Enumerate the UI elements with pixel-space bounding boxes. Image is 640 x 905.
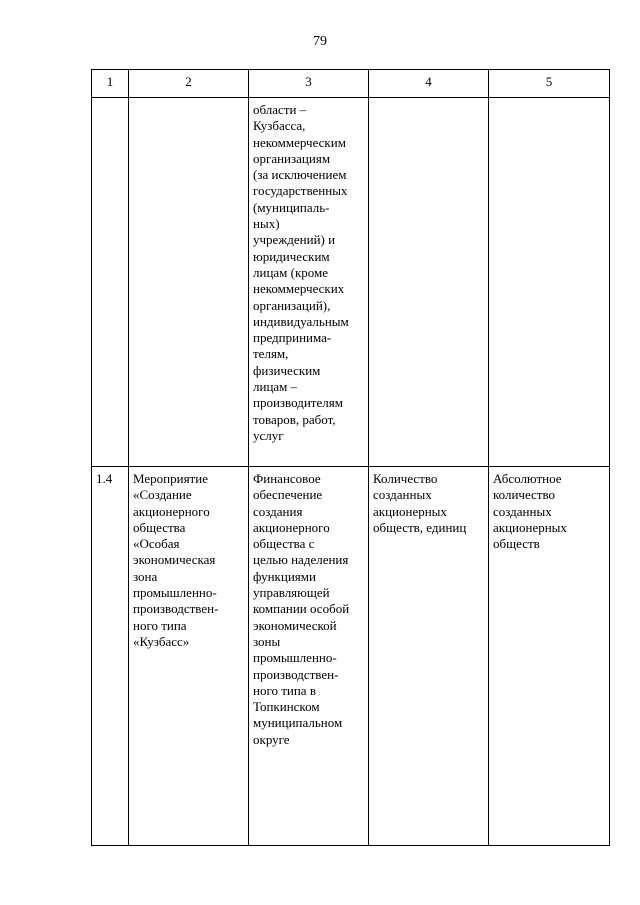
program-table [91,69,610,846]
table-row [92,467,610,846]
table-header-row [92,70,610,98]
table-row [92,98,610,467]
indicator-name-cell: Количество созданных акционерных обществ, единиц [369,467,489,846]
column-header-5: 5 [489,70,610,98]
activity-name-cell: Мероприятие «Создание акционерного общества «Особая экономическая зона промышленно- производствен- ного типа «Кузбасс» [129,467,249,846]
indicator-name-cell [369,98,489,467]
column-header-1: 1 [92,70,129,98]
page-number: 79 [313,34,327,49]
row-number-cell: 1.4 [92,467,129,846]
activity-description-cell: Финансовое обеспечение создания акционерного общества с целью наделения функциями управляющей компании особой экономической зоны промышленно- производствен- ного типа в Топкинском муниципальном округе [249,467,369,846]
column-header-4: 4 [369,70,489,98]
indicator-method-cell [489,98,610,467]
activity-description-cell: области – Кузбасса, некоммерческим организациям (за исключением государственных (муниципаль- ных) учреждений) и юридическим лицам (кроме некоммерческих организаций), индивидуальным предпринима- телям, физическим лицам – производителям товаров, работ, услуг [249,98,369,467]
column-header-3: 3 [249,70,369,98]
activity-name-cell [129,98,249,467]
indicator-method-cell: Абсолютное количество созданных акционерных обществ [489,467,610,846]
row-number-cell [92,98,129,467]
column-header-2: 2 [129,70,249,98]
